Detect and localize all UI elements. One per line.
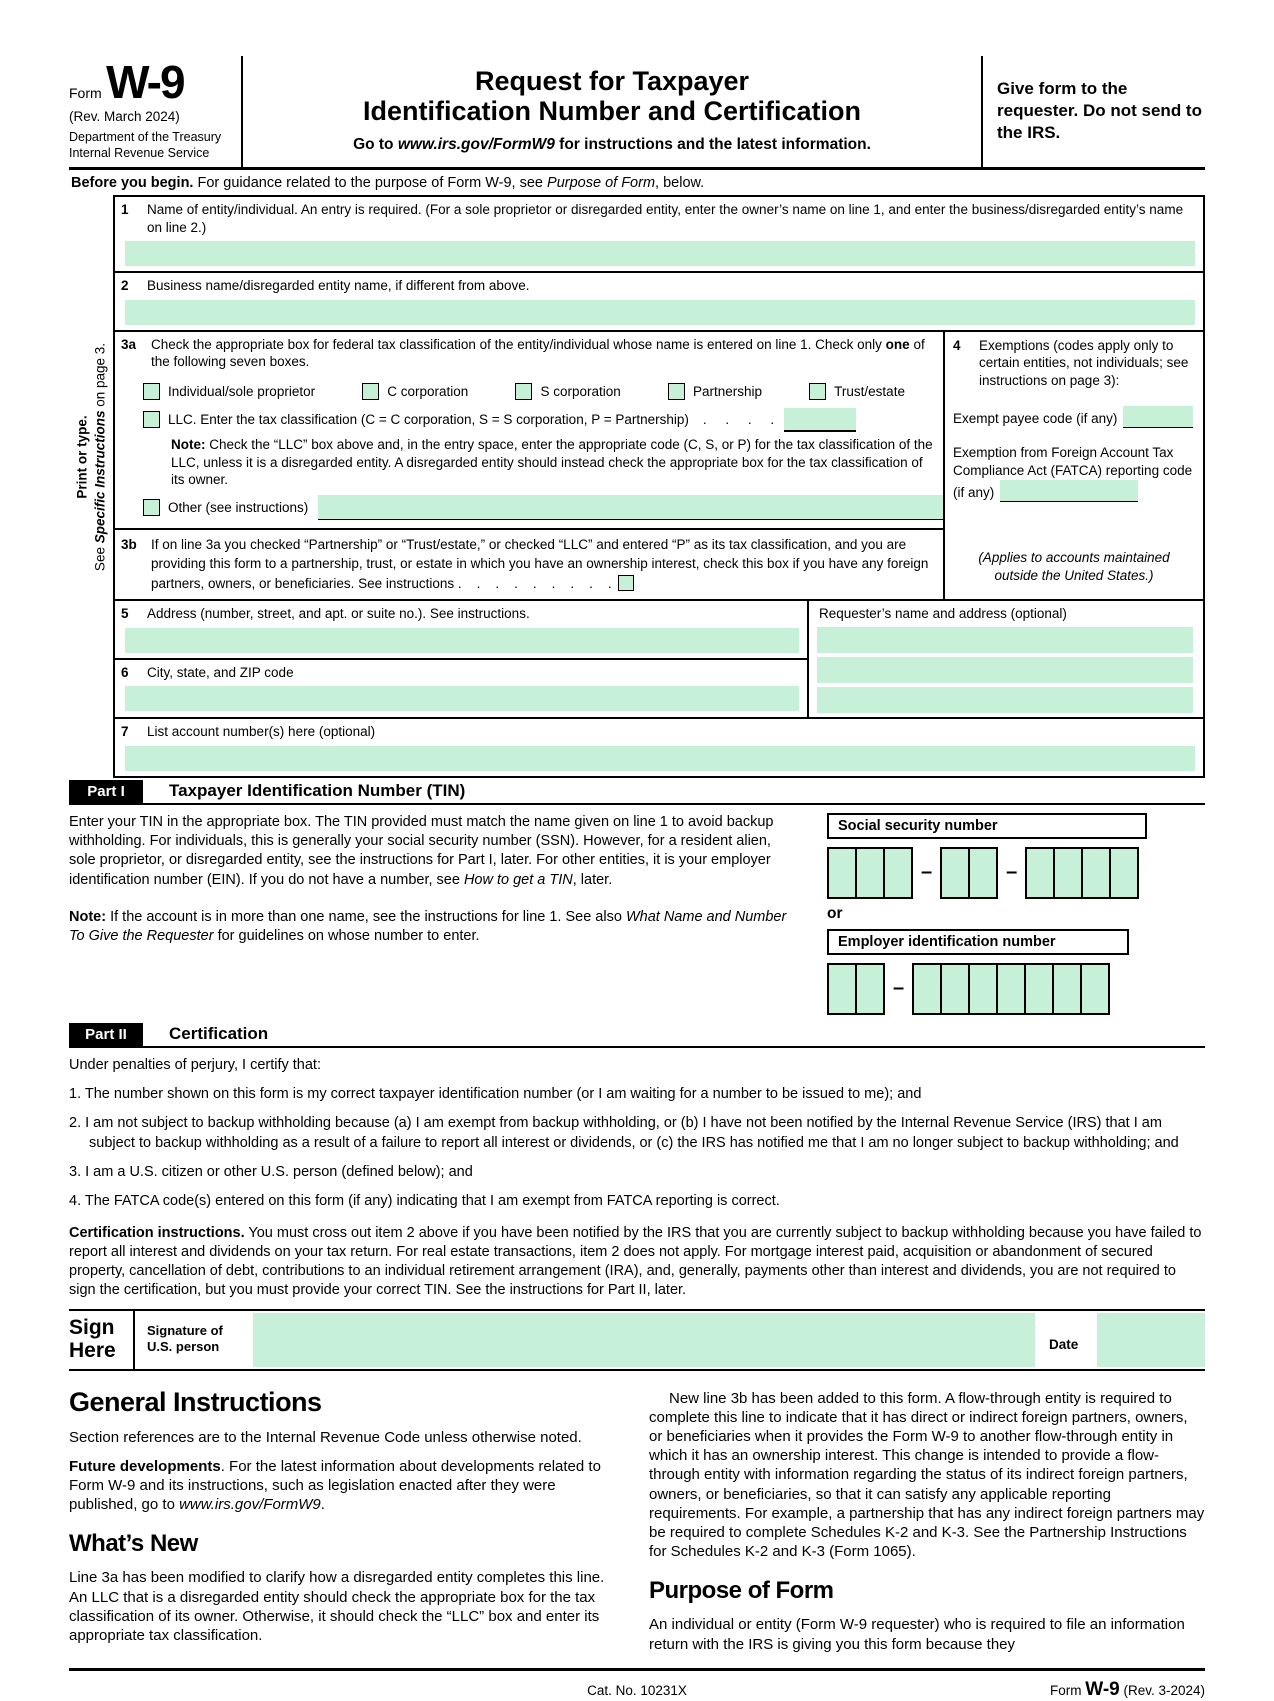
line-3a-modified-paragraph: Line 3a has been modified to clarify how a disregarded entity completes this line. An LLC that is a disregarded entity should check the appropriate box for the tax classification of its owner. Otherwise, it should check the “LLC” box and enter its appropriate tax classification. (69, 1569, 605, 1644)
rail-line-1: Print or type. (74, 415, 90, 499)
general-instructions-section (69, 1387, 1205, 1654)
other-label: Other (see instructions) (168, 499, 309, 515)
line-3a-number: 3a (121, 336, 137, 352)
line-1-label: Name of entity/individual. An entry is required. (For a sole proprietor or disregarded entity, enter the owner’s name on line 1, and enter the business/disregarded entity’s name on line 2.) (147, 202, 1184, 235)
line-3b-row (115, 530, 943, 600)
certification-item-1: 1. The number shown on this form is my correct taxpayer identification number (or I am waiting for a number to be issued to me); and (69, 1086, 922, 1103)
c-corporation-checkbox[interactable] (362, 383, 379, 400)
exemptions-column (943, 332, 1203, 599)
llc-row (143, 408, 935, 432)
tin-entry-column (815, 813, 1205, 1021)
s-corporation-label: S corporation (540, 383, 621, 399)
general-instructions-heading: General Instructions (69, 1386, 322, 1417)
ein-cell[interactable] (968, 963, 998, 1015)
purpose-of-form-heading: Purpose of Form (649, 1577, 834, 1605)
date-label: Date (1049, 1336, 1079, 1352)
individual-label: Individual/sole proprietor (168, 383, 316, 399)
requester-input-line-2[interactable] (817, 657, 1193, 683)
signature-input[interactable] (253, 1313, 1035, 1367)
c-corporation-label: C corporation (387, 383, 469, 399)
goto-line: Go to www.irs.gov/FormW9 for instructions and the latest information. (353, 136, 871, 154)
other-row (143, 495, 943, 520)
ssn-cell[interactable] (827, 847, 857, 899)
city-state-zip-input[interactable] (125, 686, 799, 711)
llc-dots: . . . . (702, 412, 775, 428)
part-1-title: Taxpayer Identification Number (TIN) (169, 781, 466, 801)
form-fields-box (113, 195, 1205, 778)
dept-line-2: Internal Revenue Service (69, 145, 210, 160)
part-1-body (69, 805, 1205, 1021)
form-header (69, 56, 1205, 170)
ssn-dash-1: – (921, 861, 933, 884)
line-6-number: 6 (121, 664, 129, 680)
llc-checkbox[interactable] (143, 411, 160, 428)
certification-instructions: Certification instructions. You must cross out item 2 above if you have been notified by the IRS that you are currently subject to backup withholding because you have failed to report all interest and dividends on your tax return. For real estate transactions, item 2 does not apply. For mortgage interest paid, acquisition or abandonment of secured property, cancellation of debt, contributions to an individual retirement arrangement (IRA), and, generally, payments other than interest and dividends, you are not required to sign the certification, but you must provide your correct TIN. See the instructions for Part II, later. (69, 1224, 1202, 1299)
form-title-block (241, 56, 983, 167)
line-5-row (115, 601, 807, 660)
footer-form-id: Form W-9 (Rev. 3-2024) (1050, 1678, 1206, 1700)
before-you-begin: Before you begin. For guidance related to the purpose of Form W-9, see Purpose of Form, below. (71, 175, 705, 192)
line-7-label: List account number(s) here (optional) (147, 724, 376, 740)
ssn-cell[interactable] (1025, 847, 1055, 899)
form-word: Form (69, 85, 102, 101)
exempt-payee-code-input[interactable] (1123, 406, 1193, 428)
ein-cell[interactable] (1024, 963, 1054, 1015)
print-or-type-rail (69, 195, 113, 778)
line-5-number: 5 (121, 606, 129, 622)
llc-label: LLC. Enter the tax classification (C = C corporation, S = S corporation, P = Partnership) (168, 412, 689, 428)
ssn-cell[interactable] (1109, 847, 1139, 899)
formw9-link[interactable]: www.irs.gov/FormW9 (179, 1496, 321, 1514)
line-3b-number: 3b (121, 536, 137, 552)
s-corporation-checkbox[interactable] (515, 383, 532, 400)
trust-estate-label: Trust/estate (834, 383, 905, 399)
fatca-row (953, 444, 1195, 503)
line-6-row (115, 660, 807, 712)
ssn-cell[interactable] (940, 847, 970, 899)
exempt-payee-label: Exempt payee code (if any) (953, 410, 1118, 426)
requester-label: Requester’s name and address (optional) (819, 606, 1067, 622)
w9-form-page (69, 0, 1205, 1701)
requester-input-line-1[interactable] (817, 627, 1193, 653)
ssn-cell[interactable] (968, 847, 998, 899)
ssn-dash-2: – (1006, 861, 1018, 884)
llc-note: Note: Check the “LLC” box above and, in the entry space, enter the appropriate code (C, S, or P) for the tax classification of the LLC, unless it is a disregarded entity. A disregarded entity should instead check the appropriate box for the tax classification of its owner. (171, 436, 933, 488)
sign-here-section (69, 1309, 1205, 1371)
form-id-block (69, 56, 241, 167)
line-3b-label: If on line 3a you checked “Partnership” or “Trust/estate,” or checked “LLC” and entered “P” as its tax classification, and you are providing this form to a partnership, trust, or estate in which you have an ownership interest, check this box if you have any foreign partners, owners, or beneficiaries. See instructions . . . . . . . . . (151, 536, 929, 591)
ein-label: Employer identification number (827, 929, 1129, 955)
line-5-6-section (115, 601, 1203, 719)
line-2-number: 2 (121, 278, 129, 294)
classification-checkbox-row (143, 383, 935, 400)
certification-item-3: 3. I am a U.S. citizen or other U.S. person (defined below); and (69, 1163, 473, 1180)
part-2-badge: Part II (69, 1023, 143, 1046)
ein-cell[interactable] (1052, 963, 1082, 1015)
ssn-cell[interactable] (1053, 847, 1083, 899)
ein-cell[interactable] (940, 963, 970, 1015)
exemptions-label: Exemptions (codes apply only to certain entities, not individuals; see instructions on page 3): (979, 337, 1189, 388)
line-3b-dots: . . . . . . . . . (454, 575, 612, 591)
address-input[interactable] (125, 628, 799, 653)
new-line-3b-paragraph: New line 3b has been added to this form. A flow-through entity is required to complete this line to indicate that it has direct or indirect foreign partners, owners, or beneficiaries when it provides the Form W-9 to another flow-through entity in which it has an ownership interest. This change is intended to provide a flow-through entity with information regarding the status of its indirect foreign partners, owners, or beneficiaries, so that it can satisfy any applicable reporting requirements. For example, a partnership that has any indirect foreign partners may be required to complete Schedules K-2 and K-3. See the Partnership Instructions for Schedules K-2 and K-3 (Form 1065). (649, 1389, 1205, 1561)
ssn-cells (827, 847, 1205, 899)
irs-url: www.irs.gov/FormW9 (397, 136, 555, 154)
partnership-label: Partnership (692, 383, 762, 399)
line-4-number: 4 (953, 337, 961, 353)
line-2-label: Business name/disregarded entity name, if different from above. (147, 278, 530, 294)
certification-item-2: 2. I am not subject to backup withholding because (a) I am exempt from backup withholding, or (b) I have not been notified by the Internal Revenue Service (IRS) that I am subject to backup withholding as a result of a failure to report all interest or dividends, or (c) the IRS has notified me that I am no longer subject to backup withholding; and (69, 1115, 1179, 1151)
give-form-note: Give form to the requester. Do not send to the IRS. (997, 79, 1202, 143)
line-1-row (115, 197, 1203, 273)
individual-checkbox[interactable] (143, 383, 160, 400)
tin-note: Note: If the account is in more than one name, see the instructions for line 1. See also What Name and Number To Give the Requester for guidelines on whose number to enter. (69, 908, 787, 945)
ein-cells (827, 963, 1205, 1015)
dept-line-1: Department of the Treasury (69, 130, 222, 144)
part-1-bar (69, 780, 1205, 805)
page-footer (69, 1668, 1205, 1701)
llc-classification-input[interactable] (784, 408, 856, 432)
line-3a-label: Check the appropriate box for federal tax classification of the entity/individual whose name is entered on line 1. Check only one of the following seven boxes. (151, 336, 925, 370)
whats-new-heading: What’s New (69, 1530, 198, 1558)
partnership-checkbox[interactable] (668, 383, 685, 400)
section-references-paragraph: Section references are to the Internal Revenue Code unless otherwise noted. (69, 1428, 582, 1446)
ein-cell[interactable] (996, 963, 1026, 1015)
date-input[interactable] (1097, 1313, 1205, 1367)
ssn-cell[interactable] (883, 847, 913, 899)
account-numbers-input[interactable] (125, 746, 1195, 771)
applies-note: (Applies to accounts maintained outside the United States.) (978, 549, 1170, 584)
foreign-partners-checkbox[interactable] (618, 575, 634, 591)
rail-line-2: See Specific Instructions on page 3. (92, 343, 107, 572)
or-label: or (827, 904, 843, 922)
line-2-row (115, 273, 1203, 332)
ein-cell[interactable] (827, 963, 857, 1015)
line-7-row (115, 719, 1203, 771)
ssn-cell[interactable] (855, 847, 885, 899)
fatca-label: Exemption from Foreign Account Tax Compliance Act (FATCA) reporting code (if any) (953, 444, 1193, 501)
ein-cell[interactable] (855, 963, 885, 1015)
purpose-paragraph: An individual or entity (Form W-9 requester) who is required to file an information return with the IRS is giving you this form because they (649, 1616, 1185, 1653)
form-revision: (Rev. March 2024) (69, 109, 180, 124)
line-7-number: 7 (121, 724, 129, 740)
line-3-and-4-section (115, 332, 1203, 601)
ein-cell[interactable] (1080, 963, 1110, 1015)
part-2-title: Certification (169, 1024, 269, 1044)
part-1-badge: Part I (69, 780, 143, 803)
exempt-payee-row (953, 406, 1195, 428)
part-2-bar (69, 1023, 1205, 1048)
future-developments-paragraph: Future developments. For the latest information about developments related to Form W-9 and its instructions, such as legislation enacted after they were published, go to www.irs.gov/FormW9. (69, 1457, 601, 1514)
certification-item-4: 4. The FATCA code(s) entered on this form (if any) indicating that I am exempt from FATCA reporting is correct. (69, 1193, 780, 1210)
line-5-label: Address (number, street, and apt. or suite no.). See instructions. (147, 606, 530, 622)
ein-cell[interactable] (912, 963, 942, 1015)
part-2-body (69, 1048, 1205, 1301)
business-name-input[interactable] (125, 300, 1195, 325)
ssn-label: Social security number (827, 813, 1147, 839)
line-1-number: 1 (121, 202, 129, 218)
other-checkbox[interactable] (143, 499, 160, 516)
line-3a-row (115, 332, 943, 530)
form-title: Request for Taxpayer Identification Number and Certification (362, 66, 862, 127)
line-6-label: City, state, and ZIP code (147, 664, 294, 680)
requester-column (807, 601, 1203, 717)
tin-paragraph: Enter your TIN in the appropriate box. The TIN provided must match the name given on line 1 to avoid backup withholding. For individuals, this is generally your social security number (SSN). However, for a resident alien, sole proprietor, or disregarded entity, see the instructions for Part I, later. For other entities, it is your employer identification number (EIN). If you do not have a number, see How to get a TIN, later. (69, 813, 774, 888)
fatca-code-input[interactable] (1000, 480, 1138, 502)
requester-input-line-3[interactable] (817, 687, 1193, 713)
trust-estate-checkbox[interactable] (809, 383, 826, 400)
form-number: W-9 (106, 56, 184, 108)
ein-dash: – (893, 977, 905, 1000)
signature-label: Signature of U.S. person (147, 1322, 223, 1354)
ssn-cell[interactable] (1081, 847, 1111, 899)
catalog-number: Cat. No. 10231X (587, 1682, 687, 1698)
other-input[interactable] (318, 495, 943, 520)
certification-intro: Under penalties of perjury, I certify that: (69, 1056, 321, 1073)
sign-here-label: Sign Here (69, 1315, 116, 1362)
name-input[interactable] (125, 241, 1195, 266)
